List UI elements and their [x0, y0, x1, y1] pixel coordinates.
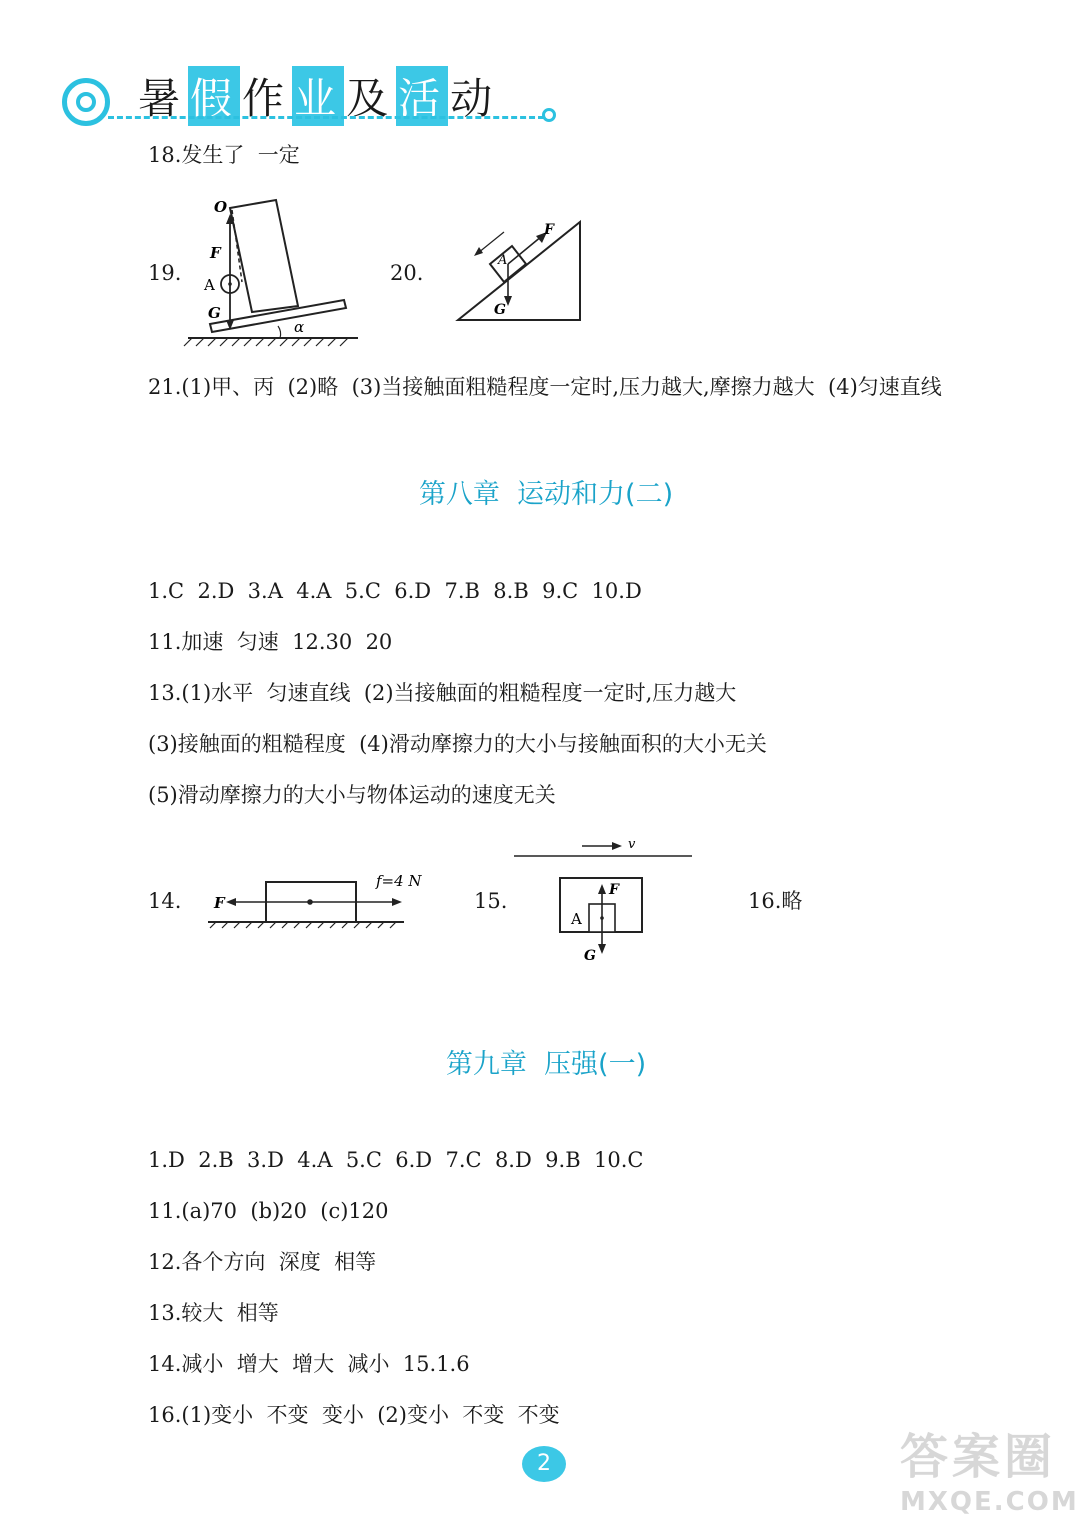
ch9-answer-11: 11.(a)70 (b)20 (c)120: [148, 1199, 389, 1223]
fig20-A-label: A: [498, 253, 508, 268]
fig19-A-label: A: [204, 276, 215, 294]
fig19-board: [230, 200, 298, 312]
fig19-ground-hatch: [184, 338, 348, 346]
fig20-G-label: G: [494, 302, 506, 318]
header-title: [136, 66, 500, 122]
figure-19: [180, 190, 370, 350]
ch9-answer-13: 13.较大 相等: [148, 1301, 279, 1325]
fig14-f-label: f=4 N: [376, 872, 422, 890]
header-char: 及: [346, 74, 395, 123]
fig15-A-label: A: [571, 910, 582, 928]
fig15-G-label: G: [584, 948, 596, 964]
watermark-top: 答案圈: [900, 1429, 1057, 1485]
fig19-angle-arc: [278, 326, 281, 338]
answer-19-label: 19.: [148, 261, 182, 285]
chapter-8-title: 第八章 运动和力(二): [418, 479, 674, 510]
fig19-G-label: G: [208, 304, 221, 322]
header-dotted-divider: [108, 116, 544, 119]
header-logo-icon: [62, 78, 110, 126]
answer-21: 21.(1)甲、丙 (2)略 (3)当接触面粗糙程度一定时,压力越大,摩擦力越大 (4)匀速直线: [148, 375, 942, 399]
ch8-answer-13-a: 13.(1)水平 匀速直线 (2)当接触面的粗糙程度一定时,压力越大: [148, 681, 737, 705]
fig14-F-label: F: [214, 894, 225, 912]
ch8-answers-1-10: 1.C 2.D 3.A 4.A 5.C 6.D 7.B 8.B 9.C 10.D: [148, 579, 642, 603]
fig19-alpha-label: α: [294, 318, 305, 336]
watermark: [900, 1418, 1080, 1517]
answer-16: 16.略: [748, 889, 803, 913]
fig20-motion-arrow: [478, 232, 504, 253]
page-number: 2: [522, 1446, 566, 1482]
answer-18: 18.发生了 一定: [148, 143, 300, 167]
ch8-answers-11-12: 11.加速 匀速 12.30 20: [148, 630, 393, 654]
fig20-F-label: F: [544, 222, 554, 238]
header-char: 动: [450, 74, 499, 123]
ch9-answer-16: 16.(1)变小 不变 变小 (2)变小 不变 不变: [148, 1403, 560, 1427]
header-char: 暑: [138, 74, 187, 123]
fig19-O-label: O: [214, 198, 228, 216]
header-char-highlight: 活: [396, 66, 448, 126]
figure-15: [512, 834, 696, 966]
chapter-9-title: 第九章 压强(一): [445, 1049, 647, 1080]
fig19-F-label: F: [210, 244, 221, 262]
fig15-F-label: F: [609, 882, 619, 898]
ch8-answer-13-b: (3)接触面的粗糙程度 (4)滑动摩擦力的大小与接触面积的大小无关: [148, 732, 767, 756]
ch8-answer-13-c: (5)滑动摩擦力的大小与物体运动的速度无关: [148, 783, 556, 807]
answer-15-label: 15.: [474, 889, 508, 913]
ch9-answer-12: 12.各个方向 深度 相等: [148, 1250, 377, 1274]
header-char-highlight: 业: [292, 66, 344, 126]
figure-20: [450, 212, 590, 330]
watermark-bottom: MXQE.COM: [900, 1487, 1079, 1517]
ch9-answers-14-15: 14.减小 增大 增大 减小 15.1.6: [148, 1352, 470, 1376]
ch9-answers-1-10: 1.D 2.B 3.D 4.A 5.C 6.D 7.C 8.D 9.B 10.C: [148, 1148, 644, 1172]
header-char: 作: [242, 74, 291, 123]
answer-14-label: 14.: [148, 889, 182, 913]
answer-20-label: 20.: [390, 261, 424, 285]
header-char-highlight: 假: [188, 66, 240, 126]
fig15-v-label: v: [628, 837, 636, 852]
figure-14: [204, 864, 430, 934]
header-divider-end-icon: [542, 108, 556, 122]
